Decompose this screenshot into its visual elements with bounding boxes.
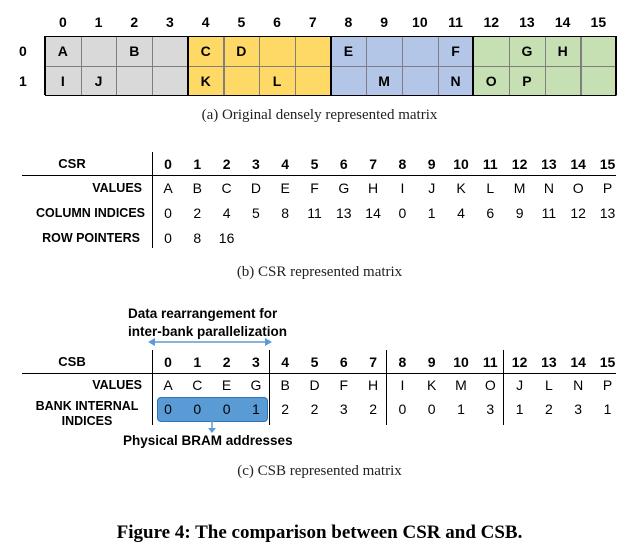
matrix-element: O [485, 72, 497, 89]
csr-value: B [192, 180, 202, 196]
csr-col-index: 4 [222, 205, 231, 221]
csr-col-header: 7 [369, 156, 377, 172]
csb-bank-label: BANK INTERNAL INDICES [35, 399, 139, 428]
caption-b: (b) CSR represented matrix [236, 264, 403, 280]
csb-bank-index: 2 [310, 401, 319, 417]
csb-annotation-top: Data rearrangement for inter-bank parallelization [128, 306, 288, 339]
matrix-col-header: 8 [344, 14, 353, 30]
csr-value: C [221, 180, 232, 196]
csb-col-header: 11 [482, 354, 498, 370]
csb-bank-index: 1 [457, 401, 465, 417]
matrix-row-header: 0 [19, 43, 27, 59]
csb-bank-index: 1 [515, 401, 524, 417]
csr-col-header: 13 [541, 156, 557, 172]
matrix-cell [259, 36, 296, 67]
matrix-col-header: 4 [201, 14, 210, 30]
csb-value: L [544, 377, 553, 393]
matrix-col-header: 7 [308, 14, 317, 30]
matrix-element: P [522, 72, 532, 89]
csb-col-header: 5 [310, 354, 319, 370]
csb-value: A [163, 377, 173, 393]
csb-col-header: 8 [398, 354, 407, 370]
csr-value: F [310, 180, 319, 196]
caption-c: (c) CSB represented matrix [237, 463, 402, 479]
matrix-col-header: 3 [166, 14, 174, 30]
csr-value: H [368, 180, 379, 196]
csb-values-label: VALUES [92, 378, 142, 392]
csr-col-header: 5 [310, 156, 319, 172]
bank-border [615, 36, 617, 95]
csr-value: A [163, 180, 173, 196]
matrix-cell [295, 66, 332, 97]
csr-col-index: 13 [336, 205, 352, 221]
matrix-element: F [451, 43, 460, 59]
csb-col-header: 3 [251, 354, 260, 370]
csb-bank-index: 0 [193, 401, 202, 417]
matrix-cell [545, 66, 582, 97]
matrix-element: K [200, 72, 211, 89]
matrix-cell [152, 36, 189, 67]
matrix-col-header: 14 [554, 14, 571, 30]
matrix-col-header: 2 [130, 14, 139, 30]
csr-col-header: 14 [570, 156, 586, 172]
csr-col-index: 5 [251, 205, 260, 221]
csr-col-header: 15 [599, 156, 616, 172]
matrix-element: L [272, 72, 282, 89]
matrix-col-header: 5 [237, 14, 246, 30]
csr-row-pointers-label: ROW POINTERS [42, 231, 140, 245]
matrix-element: D [236, 43, 247, 59]
csb-col-header: 0 [164, 354, 172, 370]
csr-col-index: 14 [365, 205, 381, 221]
csb-value: C [192, 377, 203, 393]
csb-bank-index: 0 [398, 401, 407, 417]
csb-value: G [250, 377, 262, 393]
matrix-col-header: 13 [519, 14, 535, 30]
csb-col-header: 12 [511, 354, 528, 370]
csb-col-header: 13 [541, 354, 557, 370]
csr-value: K [456, 180, 466, 196]
csb-bank-index: 0 [222, 401, 231, 417]
csr-header-rule [22, 175, 616, 176]
matrix-cell [473, 36, 510, 67]
csr-col-header: 2 [222, 156, 231, 172]
csr-col-header: 10 [453, 156, 469, 172]
csr-col-header: 1 [193, 156, 202, 172]
csb-bank-index: 0 [164, 401, 172, 417]
matrix-cell [224, 66, 261, 97]
matrix-element: G [521, 43, 533, 59]
csb-value: D [309, 377, 320, 393]
matrix-col-header: 9 [380, 14, 389, 30]
csr-value: O [572, 180, 584, 196]
csr-col-header: 12 [511, 156, 528, 172]
csr-row-pointer: 16 [218, 230, 235, 246]
csr-col-index: 8 [281, 205, 290, 221]
csb-col-header: 6 [339, 354, 348, 370]
csr-col-header: 6 [339, 156, 348, 172]
matrix-element: B [129, 43, 140, 59]
csb-col-header: 9 [427, 354, 436, 370]
matrix-col-header: 12 [483, 14, 500, 30]
matrix-row-header: 1 [19, 72, 27, 89]
csb-bank-index: 1 [251, 401, 260, 417]
csb-col-header: 14 [570, 354, 586, 370]
csb-value: K [427, 377, 437, 393]
matrix-bottom-border [45, 95, 616, 96]
csr-value: L [486, 180, 495, 196]
csr-col-index: 0 [398, 205, 407, 221]
csr-value: J [428, 180, 436, 196]
csr-col-index: 13 [599, 205, 616, 221]
csr-col-index: 2 [193, 205, 202, 221]
csr-col-index: 6 [486, 205, 495, 221]
matrix-cell [402, 66, 439, 97]
matrix-element: I [60, 72, 65, 89]
csr-col-index: 11 [307, 205, 322, 221]
matrix-element: J [94, 72, 103, 89]
csb-bank-index: 3 [486, 401, 495, 417]
csb-value: N [573, 377, 584, 393]
csb-bank-index: 3 [574, 401, 583, 417]
csb-bank-index: 3 [339, 401, 348, 417]
matrix-col-header: 1 [94, 14, 103, 30]
matrix-cell [331, 66, 368, 97]
csr-col-index: 9 [515, 205, 524, 221]
bram-arrow [207, 421, 217, 433]
csb-value: I [400, 377, 405, 393]
csb-value: B [280, 377, 290, 393]
csb-title: CSB [58, 354, 86, 369]
matrix-cell [581, 36, 618, 67]
matrix-col-header: 10 [412, 14, 428, 30]
csr-col-header: 9 [427, 156, 436, 172]
csb-col-header: 1 [193, 354, 202, 370]
matrix-element: A [57, 43, 68, 59]
csb-bank-index: 1 [603, 401, 612, 417]
csr-col-index: 0 [164, 205, 172, 221]
matrix-element: N [450, 72, 461, 89]
csr-value: E [280, 180, 290, 196]
csr-value: I [400, 180, 405, 196]
csr-value: P [602, 180, 613, 196]
csr-col-index: 1 [427, 205, 436, 221]
csb-value: E [221, 377, 232, 393]
matrix-col-header: 15 [590, 14, 607, 30]
csb-col-header: 4 [281, 354, 290, 370]
csr-col-index: 11 [541, 205, 557, 221]
csb-bank-index: 2 [369, 401, 377, 417]
matrix-cell [581, 66, 618, 97]
csb-bank-index: 2 [281, 401, 290, 417]
matrix-element: C [200, 43, 211, 59]
matrix-element: E [343, 43, 354, 59]
csb-col-header: 7 [369, 354, 377, 370]
csr-col-header: 8 [398, 156, 407, 172]
matrix-cell [116, 66, 153, 97]
matrix-col-header: 6 [273, 14, 281, 30]
csb-value: H [368, 377, 379, 393]
csr-col-header: 4 [281, 156, 290, 172]
csb-col-header: 10 [453, 354, 469, 370]
csb-col-header: 15 [599, 354, 616, 370]
csb-bank-index: 0 [427, 401, 436, 417]
csb-col-header: 2 [222, 354, 231, 370]
csr-col-header: 11 [482, 156, 498, 172]
matrix-col-header: 11 [448, 14, 463, 30]
csr-col-header: 0 [164, 156, 172, 172]
csr-title: CSR [58, 156, 86, 171]
csr-row-pointer: 0 [164, 230, 172, 246]
csr-col-index: 4 [457, 205, 465, 221]
csr-col-indices-label: COLUMN INDICES [35, 206, 145, 220]
matrix-cell [81, 36, 118, 67]
matrix-element: M [378, 72, 390, 89]
matrix-cell [402, 36, 439, 67]
matrix-cell [152, 66, 189, 97]
csr-value: M [513, 180, 526, 196]
csr-values-label: VALUES [92, 181, 142, 195]
csb-value: P [602, 377, 613, 393]
matrix-col-header: 0 [58, 14, 67, 30]
caption-a: (a) Original densely represented matrix [201, 107, 438, 123]
matrix-top-border [45, 36, 616, 37]
csb-value: M [455, 377, 467, 393]
matrix-cell [295, 36, 332, 67]
csb-value: O [484, 377, 496, 393]
matrix-element: H [557, 43, 568, 59]
csr-value: G [338, 180, 350, 196]
matrix-cell [366, 36, 403, 67]
rearrangement-arrow [148, 336, 272, 348]
csb-value: F [339, 377, 349, 393]
csr-col-header: 3 [251, 156, 260, 172]
csr-col-index: 12 [570, 205, 586, 221]
csb-header-rule [22, 373, 616, 374]
csr-value: D [250, 180, 261, 196]
csr-value: N [543, 180, 554, 196]
csb-value: J [516, 377, 524, 393]
figure-caption: Figure 4: The comparison between CSR and CSB. [116, 522, 523, 543]
csb-annotation-bottom: Physical BRAM addresses [123, 433, 293, 448]
csb-bank-index: 2 [544, 401, 553, 417]
csr-row-pointer: 8 [193, 230, 202, 246]
